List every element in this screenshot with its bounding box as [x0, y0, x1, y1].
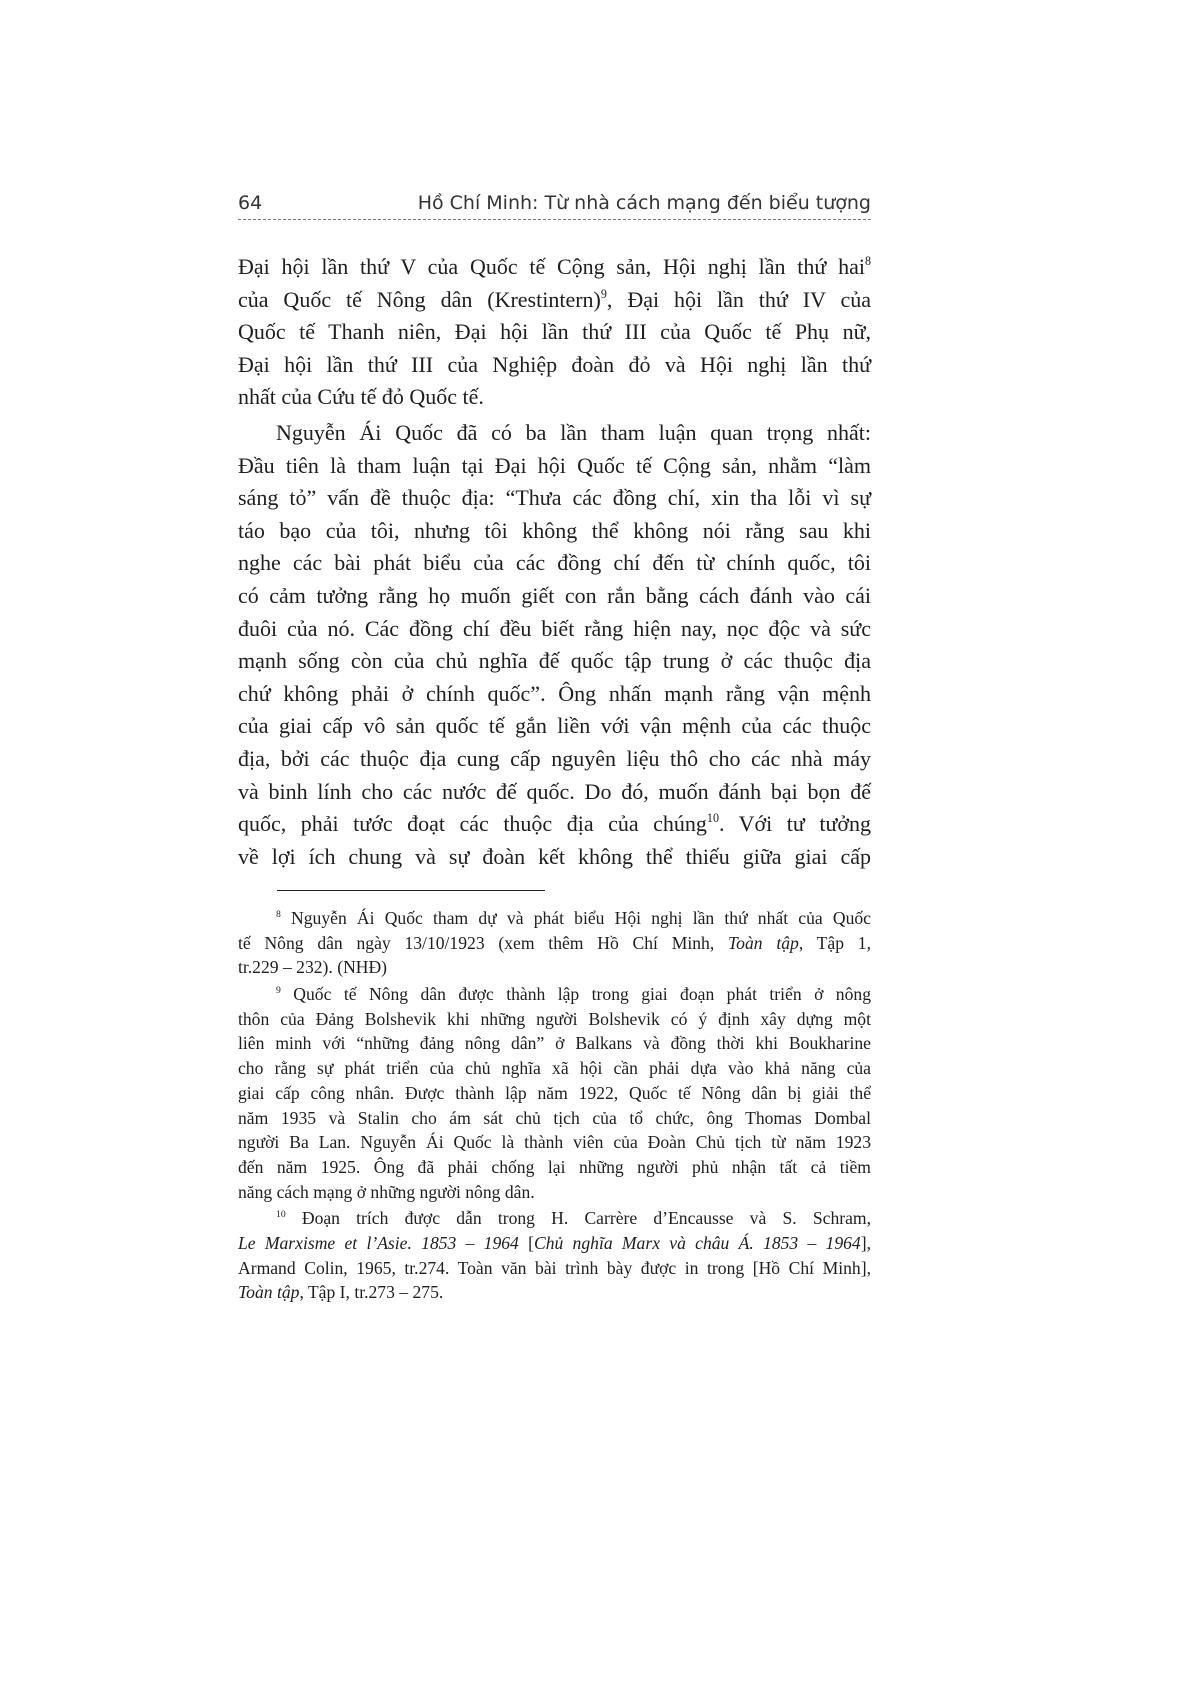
text-segment: giai cấp công nhân. Được thành lập năm 1922, Quốc tế Nông dân bị giải thể	[238, 1082, 871, 1103]
text-line	[238, 982, 871, 1007]
text-segment: táo bạo của tôi, nhưng tôi không thể không nói rằng sau khi	[238, 517, 871, 543]
text-segment: Armand Colin, 1965, tr.274. Toàn văn bài trình bày được in trong [Hồ Chí Minh],	[238, 1257, 871, 1278]
text-line	[238, 1031, 871, 1056]
text-segment: Nguyễn Ái Quốc đã có ba lần tham luận quan trọng nhất:	[276, 419, 871, 445]
text-segment: liên minh với “những đảng nông dân” ở Balkans và đồng thời khi Boukharine	[238, 1033, 871, 1054]
text-segment: của Quốc tế Nông dân (Krestintern)	[238, 286, 601, 312]
text-line	[238, 417, 871, 450]
text-segment: năm 1935 và Stalin cho ám sát chủ tịch của tổ chức, ông Thomas Dombal	[238, 1107, 871, 1128]
italic-text: Le Marxisme et l’Asie. 1853 – 1964	[238, 1232, 519, 1253]
text-line	[238, 808, 871, 841]
text-line	[238, 613, 871, 646]
text-segment: , Tập I, tr.273 – 275.	[299, 1282, 444, 1303]
text-segment: mạnh sống còn của chủ nghĩa đế quốc tập trung ở các thuộc địa	[238, 648, 871, 674]
text-line	[238, 251, 871, 284]
text-line	[238, 547, 871, 580]
text-line	[238, 482, 871, 515]
paragraph	[238, 417, 871, 873]
text-line	[238, 1155, 871, 1180]
text-segment: Quốc tế Nông dân được thành lập trong giai đoạn phát triển ở nông	[280, 984, 871, 1005]
text-segment: nghe các bài phát biểu của các đồng chí đến từ chính quốc, tôi	[238, 550, 871, 576]
text-line	[238, 515, 871, 548]
text-segment: đuôi của nó. Các đồng chí đều biết rằng hiện nay, nọc độc và sức	[238, 615, 871, 641]
footnote-marker: 8	[864, 253, 871, 268]
text-line	[238, 1256, 871, 1281]
text-line	[238, 743, 871, 776]
footnote-marker: 10	[706, 811, 720, 826]
text-line	[238, 349, 871, 382]
text-line	[238, 1056, 871, 1081]
text-line	[238, 710, 871, 743]
footnote-marker: 9	[276, 984, 281, 996]
text-segment: , Tập 1,	[798, 932, 871, 953]
text-segment: Nguyễn Ái Quốc tham dự và phát biểu Hội nghị lần thứ nhất của Quốc	[280, 908, 871, 928]
text-segment: Đại hội lần thứ III của Nghiệp đoàn đỏ và Hội nghị lần thứ	[238, 351, 871, 377]
text-line	[238, 381, 871, 414]
text-line	[238, 1206, 871, 1231]
text-line	[238, 1280, 871, 1305]
text-segment: có cảm tưởng rằng họ muốn giết con rắn bằng cách đánh vào cái	[238, 582, 871, 608]
text-segment: địa, bởi các thuộc địa cung cấp nguyên liệu thô cho các nhà máy	[238, 745, 871, 771]
footnote	[238, 906, 871, 980]
italic-text: Toàn tập	[728, 932, 799, 953]
text-line	[238, 1130, 871, 1155]
text-segment: nhất của Cứu tế đỏ Quốc tế.	[238, 384, 484, 410]
text-line	[238, 906, 871, 931]
text-line	[238, 1081, 871, 1106]
text-segment: ],	[860, 1232, 871, 1253]
text-segment: đến năm 1925. Ông đã phải chống lại những người phủ nhận tất cả tiềm	[238, 1156, 871, 1177]
text-line	[238, 316, 871, 349]
text-line	[238, 450, 871, 483]
text-segment: tế Nông dân ngày 13/10/1923 (xem thêm Hồ Chí Minh,	[238, 932, 728, 953]
text-segment: chứ không phải ở chính quốc”. Ông nhấn mạnh rằng vận mệnh	[238, 680, 871, 706]
footnote	[238, 982, 871, 1204]
text-segment: Đoạn trích được dẫn trong H. Carrère d’Encausse và S. Schram,	[285, 1208, 871, 1229]
running-header	[238, 192, 871, 218]
text-line	[238, 678, 871, 711]
page-number: 64	[238, 192, 263, 214]
text-segment: [	[518, 1232, 534, 1253]
text-segment: Quốc tế Thanh niên, Đại hội lần thứ III của Quốc tế Phụ nữ,	[238, 319, 871, 345]
italic-text: Chủ nghĩa Marx và châu Á. 1853 – 1964	[533, 1232, 861, 1253]
footnote	[238, 1206, 871, 1305]
text-line	[238, 645, 871, 678]
italic-text: Toàn tập	[238, 1282, 300, 1303]
text-line	[238, 955, 871, 980]
text-segment: Đầu tiên là tham luận tại Đại hội Quốc tế Cộng sản, nhằm “làm	[238, 452, 871, 478]
text-segment: về lợi ích chung và sự đoàn kết không thể thiếu giữa giai cấp	[238, 843, 871, 869]
text-segment: tr.229 – 232). (NHĐ)	[238, 957, 388, 978]
text-segment: sáng tỏ” vấn đề thuộc địa: “Thưa các đồng chí, xin tha lỗi vì sự	[238, 485, 871, 511]
text-line	[238, 284, 871, 317]
text-line	[238, 1106, 871, 1131]
text-segment: thôn của Đảng Bolshevik khi những người Bolshevik có ý định xây dựng một	[238, 1008, 871, 1029]
text-line	[238, 580, 871, 613]
text-segment: Đại hội lần thứ V của Quốc tế Cộng sản, Hội nghị lần thứ hai	[238, 254, 865, 279]
text-line	[238, 841, 871, 874]
text-line	[238, 1007, 871, 1032]
paragraph	[238, 251, 871, 414]
text-line	[238, 1180, 871, 1205]
footnote-rule	[277, 890, 545, 891]
footnote-marker: 9	[600, 286, 607, 301]
text-segment: quốc, phải tước đoạt các thuộc địa của chúng	[238, 811, 707, 837]
text-segment: , Đại hội lần thứ IV của	[606, 286, 871, 312]
footnote-marker: 10	[276, 1209, 286, 1220]
text-segment: năng cách mạng ở những người nông dân.	[238, 1181, 535, 1202]
header-divider	[238, 219, 871, 220]
text-segment: của giai cấp vô sản quốc tế gắn liền với vận mệnh của các thuộc	[238, 713, 871, 739]
text-line	[238, 1231, 871, 1256]
footnotes	[238, 906, 871, 1307]
text-segment: cho rằng sự phát triển của chủ nghĩa xã hội cần phải dựa vào khả năng của	[238, 1058, 871, 1079]
footnote-marker: 8	[276, 908, 281, 920]
main-text	[238, 251, 871, 876]
text-segment: người Ba Lan. Nguyễn Ái Quốc là thành viên của Đoàn Chủ tịch từ năm 1923	[238, 1132, 871, 1153]
running-title: Hồ Chí Minh: Từ nhà cách mạng đến biểu tượng	[417, 192, 871, 214]
text-segment: và binh lính cho các nước đế quốc. Do đó, muốn đánh bại bọn đế	[238, 778, 871, 804]
text-line	[238, 776, 871, 809]
text-line	[238, 931, 871, 956]
text-segment: . Với tư tưởng	[719, 811, 872, 837]
